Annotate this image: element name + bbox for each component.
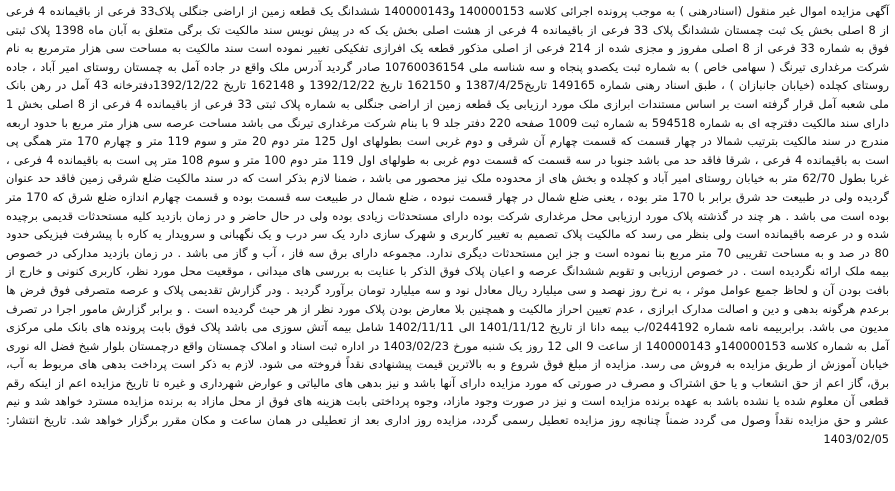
auction-notice-text: آگهی مزایده اموال غیر منقول (اسنادرهنی ) به موجب پرونده اجرائی کلاسه 140000153 و140000143 ششدانگ یک قطعه زمین از اراضی جنگلی پلاک33 فرعی از باقیمانده 4 فرعی از 8 اصلی بخش یک ثبت چمستان ششدانگ پلاک 33 فرعی از باقیمانده 4 فرعی از هشت اصلی بخش یک که در پیش نویس سند مالکیت تک برگی متعلق به آبان ماه 1398 پلاک ثبتی فوق به شماره 33 فرعی از 8 اصلی مفروز و مجزی شده از 214 فرعی از اصلی مذکور قطعه یک افرازی تفکیکی تغییر نموده است سند مالکیت به مساحت سی هزار مترمربع به نام شرکت مرغداری تیرنگ ( سهامی خاص ) به شماره ثبت یکصدو پنجاه و سه شناسه ملی 10760036154 صادر گردید آدرس ملک واقع در جاده آمل به چمستان روستای امیر آباد ، جاده روستای کچلده (خیابان جانبازان ) ، طبق اسناد رهنی شماره 149165 تاریخ1387/4/25 و 162150 تاریخ 1392/12/22 و 162148 تاریخ 1392/12/22دفترخانه 43 آمل در رهن بانک ملی شعبه آمل قرار گرفته است بر اساس مستندات ابرازی ملک مورد ارزیابی یک قطعه زمین از اراضی جنگلی به شماره پلاک ثبتی 33 فرعی از باقیمانده 4 فرعی از 8 اصلی بخش 1 دارای سند مالکیت دفترچه ای به شماره 594518 به شماره ثبت 1009 صفحه 220 دفتر جلد 9 با بنام شرکت مرغداری تیرنگ می باشد مساحت عرصه سی هزار متر مربع با حدود اربعه مندرج در سند مالکیت بترتیب شمالا در چهار قسمت که قسمت چهارم آن شرقی و دوم غربی است بطولهای اول 125 متر دوم 20 متر و سوم 119 متر و چهارم 170 متر همگی پی است به باقیمانده 4 فرعی ، شرقا فاقد حد می باشد جنوبا در سه قسمت که قسمت دوم غربی به طولهای اول 119 متر دوم 100 متر و سوم 108 متر پی است به باقیمانده 4 فرعی ، غربا بطول 62/70 متر به خیابان روستای امیر آباد و کچلده و بخش های از محدوده ملک نیز محصور می باشد ، ضمنا لازم بذکر است که در سند مالکیت ضلع شرقی زمین فاقد حد عنوان گردیده ولی در طبیعت حد شرق برابر با 170 متر بوده ، یعنی ضلع شمال در چهار قسمت نبوده ، ضلع شمال در طبیعت سه قسمت بوده و قسمت چهارم اندازه ضلع شرق که 170 متر بوده است می باشد . هر چند در گذشته پلاک مورد ارزیابی محل مرغداری شرکت بوده دارای مستحدثات زیادی بوده ولی در حال حاضر و در زمان بازدید کلیه مستحدثات قدیمی برچیده شده و در عرصه باقیمانده است ولی بنظر می رسد که مالکیت پلاک تصمیم به تغییر کاربری و شهرک سازی دارد یک سر درب و یک نگهبانی و سرویدار یه کاره با پیشرفت فیزیکی حدود 80 در صد و به مساحت تقریبی 70 متر مربع بنا نموده است و جز این مستحدثات دیگری ندارد. مجموعه دارای برق سه فاز ، آب و گاز می باشد . در زمان بازدید مدارکی در خصوص بیمه ملک ارائه نگردیده است . در خصوص ارزیابی و تقویم ششدانگ عرصه و اعیان پلاک فوق الذکر با عنایت به بررسی های میدانی ، موقعیت محل مورد نظر، کاربری کنونی و خارج از بافت بودن آن و لحاظ جمیع عوامل موثر ، به نرخ روز نهصد و سی میلیارد ریال معادل نود و سه میلیارد تومان برآورد گردید . ودر گزارش تقدیمی پلاک و عرصه متصرفی فوق فرض ها برعدم هرگونه بدهی و دین و اصالت مدارک ابرازی ، عدم تعیین احراز مالکیت و همچنین بلا معارض بودن پلاک مورد نظر از هر حیث گردیده است . و برابر گزارش مامور اجرا در تصرف مدیون می باشد. برابربیمه نامه شماره 0244192/ب بیمه دانا از تاریخ 1401/11/12 الی 1402/11/11 شامل بیمه آتش سوزی می باشد پلاک فوق بابت پرونده های بانک ملی مرکزی آمل به شماره کلاسه 140000153و 140000143 از ساعت 9 الی 12 روز یک شنبه مورخ 1403/02/23 در اداره ثبت اسناد و املاک چمستان واقع درچمستان بلوار شیخ فضل اله نوری خیابان آموزش از طریق مزایده به فروش می رسد. مزایده از مبلغ فوق شروع و به بالاترین قیمت پیشنهادی نقداً فروخته می شود. لازم به ذکر است پرداخت بدهی های مربوط به آب، برق، گاز اعم از حق انشعاب و یا حق اشتراک و مصرف در صورتی که مورد مزایده دارای آنها باشد و نیز بدهی های مالیاتی و عوارض شهرداری و غیره تا تاریخ مزایده اعم از اینکه رقم قطعی آن معلوم شده یا نشده باشد به عهده برنده مزایده است و نیز در صورت وجود مازاد، وجوه پرداختی بابت هزینه های فوق از محل مازاد به برنده مزایده مسترد خواهد شد و نیم عشر و حق مزایده نقداً وصول می گردد ضمناً چنانچه روز مزایده تعطیل رسمی گردد، مزایده روز اداری بعد از تعطیلی در همان ساعت و مکان مقرر برگزار خواهد شد. تاریخ انتشار: 1403/02/05 [6, 4, 890, 446]
